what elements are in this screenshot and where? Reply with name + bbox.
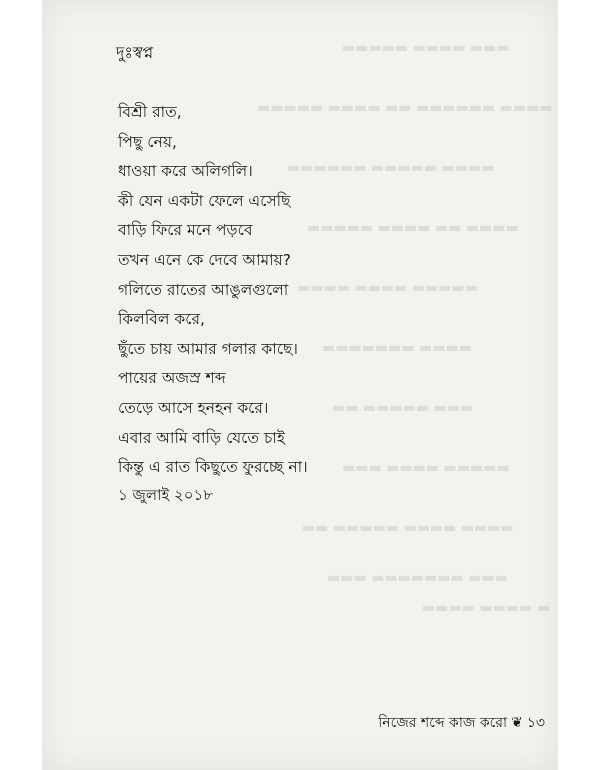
- poem-line: ছুঁতে চায় আমার গলার কাছে।: [118, 339, 298, 358]
- bleed-through-text: ▬▬▬▬ ▬▬ ▬▬▬▬ ▬▬▬▬▬: [307, 220, 519, 236]
- page-footer: [378, 711, 545, 735]
- bleed-through-text: ▬▬▬▬ ▬▬▬▬ ▬▬▬▬▬ ▬▬: [302, 520, 514, 536]
- poem-line: এবার আমি বাড়ি যেতে চাই: [118, 428, 285, 447]
- bleed-through-text: ▬▬▬▬ ▬▬▬▬▬▬ ▬▬ ▬▬▬▬ ▬▬▬▬▬: [257, 100, 553, 116]
- poem-line: বাড়ি ফিরে মনে পড়বে: [118, 221, 253, 240]
- poem-line: পিছু নেয়,: [118, 132, 177, 151]
- poem-body: [118, 98, 518, 483]
- poem-date: ১ জুলাই ২০১৮: [118, 486, 213, 504]
- bleed-through-text: ▬▬▬▬▬ ▬▬▬▬ ▬▬▬▬: [297, 280, 478, 296]
- bleed-through-text: ▬▬▬▬▬ ▬▬▬▬ ▬▬▬: [342, 460, 510, 476]
- bleed-through-text: ▬▬▬▬ ▬▬▬▬▬▬▬: [322, 340, 472, 356]
- page-number: ১৩: [526, 715, 545, 731]
- poem-line: ধাওয়া করে অলিগলি।: [118, 162, 253, 181]
- bleed-through-text: ▬▬▬▬ ▬▬▬▬▬ ▬▬▬▬▬▬: [287, 160, 495, 176]
- poem-line: কী যেন একটা ফেলে এসেছি: [118, 191, 291, 210]
- bleed-through-text: ▬▬▬ ▬▬▬▬▬ ▬▬: [332, 400, 474, 416]
- poem-line: পায়ের অজস্র শব্দ: [118, 369, 226, 388]
- bleed-through-text: ▬▬▬ ▬▬▬▬▬▬▬ ▬▬▬: [327, 570, 508, 586]
- poem-line: গলিতে রাতের আঙুলগুলো: [118, 280, 289, 299]
- poem-title: দুঃস্বপ্ন: [116, 43, 154, 62]
- poem-line: বিশ্রী রাত,: [118, 103, 182, 121]
- poem-line: তেড়ে আসে হনহন করে।: [118, 398, 269, 417]
- fleuron-icon: ❦: [511, 715, 523, 731]
- poem-line: তখন এনে কে দেবে আমায়?: [118, 250, 291, 269]
- footer-book-title: নিজের শব্দে কাজ করো: [378, 715, 508, 731]
- poem-line: কিলবিল করে,: [118, 310, 205, 329]
- poem-line: কিন্তু এ রাত কিছুতে ফুরচ্ছে না।: [118, 458, 308, 477]
- bleed-through-text: ▬▬▬ ▬▬▬▬ ▬▬▬▬▬: [342, 40, 510, 56]
- bleed-through-text: ▬ ▬▬▬▬ ▬▬▬▬: [422, 600, 550, 616]
